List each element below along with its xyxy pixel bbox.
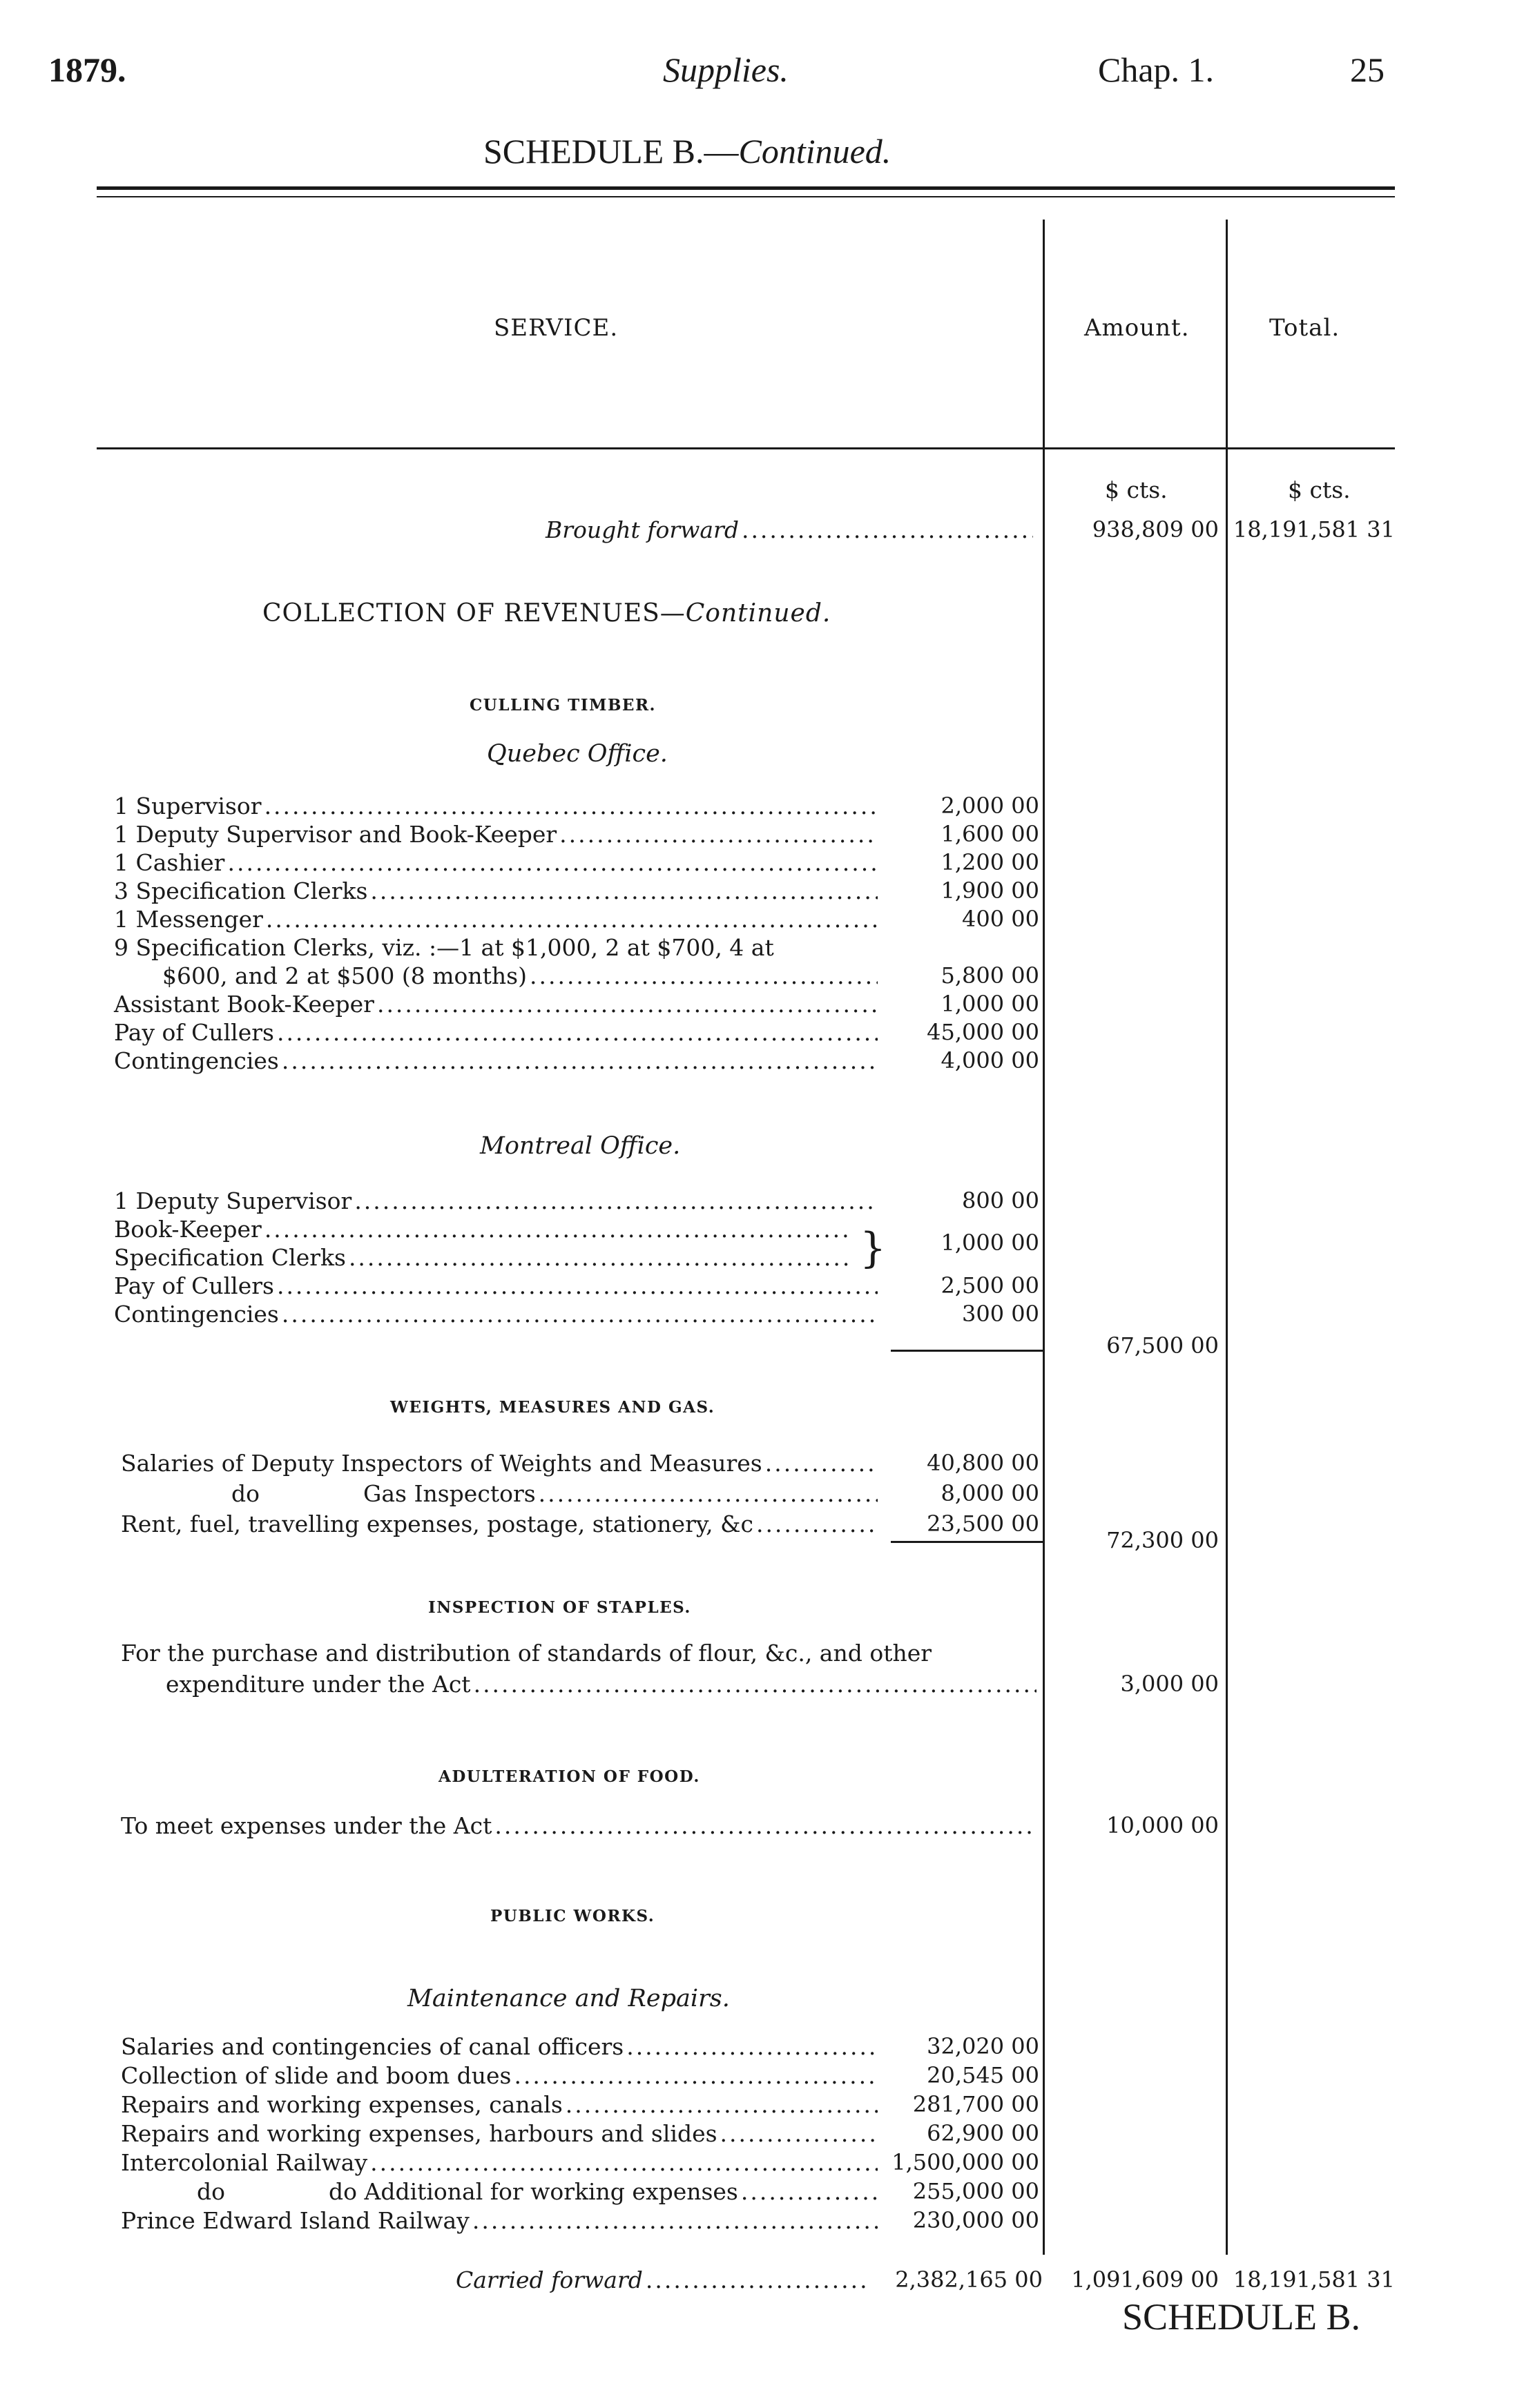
staples-heading: INSPECTION OF STAPLES. bbox=[428, 1598, 691, 1617]
food-total: 10,000 00 bbox=[1106, 1812, 1219, 1838]
ledger-row-label: Salaries and contingencies of canal officers bbox=[121, 2033, 624, 2060]
ledger-row-label: Book-Keeper bbox=[114, 1216, 262, 1243]
public-works-heading: PUBLIC WORKS. bbox=[490, 1907, 655, 1925]
maintenance-heading: Maintenance and Repairs. bbox=[407, 1985, 730, 2012]
ledger-row-value: 4,000 00 bbox=[941, 1047, 1039, 1074]
carried-forward-row bbox=[456, 2266, 870, 2293]
ledger-row bbox=[162, 962, 880, 989]
ledger-row bbox=[114, 1272, 880, 1299]
ledger-row-value: 230,000 00 bbox=[912, 2207, 1039, 2233]
ledger-row-value: 1,500,000 00 bbox=[891, 2149, 1039, 2175]
ledger-row-label: Intercolonial Railway bbox=[121, 2149, 368, 2176]
ledger-row-value: 20,545 00 bbox=[927, 2062, 1039, 2088]
ledger-row-label: Collection of slide and boom dues bbox=[121, 2062, 512, 2089]
ledger-row-value: 1,600 00 bbox=[941, 821, 1039, 847]
ledger-row-label: 3 Specification Clerks bbox=[114, 877, 368, 904]
collection-heading: COLLECTION OF REVENUES—Continued. bbox=[262, 599, 831, 628]
ledger-row bbox=[231, 1480, 880, 1507]
ledger-row-label: 1 Deputy Supervisor and Book-Keeper bbox=[114, 821, 557, 848]
ledger-row bbox=[114, 1216, 853, 1243]
staples-line-1: For the purchase and distribution of standards of flour, &c., and other bbox=[121, 1640, 932, 1667]
carried-forward-inner: 2,382,165 00 bbox=[895, 2266, 1043, 2293]
ledger-row bbox=[114, 906, 880, 933]
ledger-row bbox=[114, 1301, 880, 1328]
amount-units: $ cts. bbox=[1105, 476, 1168, 503]
brought-forward-total: 18,191,581 31 bbox=[1233, 516, 1395, 543]
ledger-row bbox=[114, 793, 880, 819]
brace: } bbox=[860, 1224, 887, 1272]
ledger-row bbox=[121, 2149, 880, 2176]
weights-subtotal-rule bbox=[891, 1541, 1043, 1543]
ledger-row-label: Rent, fuel, travelling expenses, postage, stationery, &c bbox=[121, 1511, 753, 1537]
carried-forward-label: Carried forward bbox=[456, 2266, 643, 2293]
ledger-row bbox=[121, 1450, 880, 1477]
ledger-row bbox=[114, 991, 880, 1018]
ledger-row bbox=[121, 2120, 880, 2147]
ledger-row-value: 2,500 00 bbox=[941, 1272, 1039, 1299]
weights-heading: WEIGHTS, MEASURES AND GAS. bbox=[390, 1398, 715, 1417]
ledger-row bbox=[114, 849, 880, 876]
carried-forward-total: 18,191,581 31 bbox=[1233, 2266, 1395, 2293]
ledger-row-label: Repairs and working expenses, harbours and slides bbox=[121, 2120, 717, 2147]
total-column-divider bbox=[1226, 220, 1228, 2255]
ledger-row-label: Prince Edward Island Railway bbox=[121, 2207, 470, 2234]
ledger-row-label: Repairs and working expenses, canals bbox=[121, 2091, 563, 2118]
ledger-row-value: 5,800 00 bbox=[941, 962, 1039, 989]
ledger-row-value: 1,000 00 bbox=[941, 991, 1039, 1017]
top-rule-thick bbox=[97, 186, 1395, 190]
ledger-row-label: 1 Messenger bbox=[114, 906, 263, 933]
ledger-row-value: 1,900 00 bbox=[941, 877, 1039, 904]
ledger-row-label-2: Gas Inspectors bbox=[363, 1480, 536, 1507]
ledger-row-value: 300 00 bbox=[962, 1301, 1039, 1327]
ledger-row-label: Pay of Cullers bbox=[114, 1019, 274, 1046]
ledger-row-value: 281,700 00 bbox=[912, 2091, 1039, 2117]
carried-forward-amount: 1,091,609 00 bbox=[1071, 2266, 1219, 2293]
ledger-row-label: Contingencies bbox=[114, 1301, 279, 1328]
ledger-row-value: 800 00 bbox=[962, 1187, 1039, 1214]
schedule-title: SCHEDULE B.—Continued. bbox=[483, 132, 891, 171]
ledger-row-value: 1,200 00 bbox=[941, 849, 1039, 875]
total-units: $ cts. bbox=[1288, 476, 1351, 503]
culling-subtotal-rule bbox=[891, 1350, 1043, 1352]
ledger-row-value: 45,000 00 bbox=[927, 1019, 1039, 1045]
header-bottom-rule bbox=[97, 447, 1395, 449]
top-rule-thin bbox=[97, 196, 1395, 197]
ledger-row-label: Pay of Cullers bbox=[114, 1272, 274, 1299]
culling-timber-heading: CULLING TIMBER. bbox=[470, 696, 657, 715]
ledger-row-label: do bbox=[231, 1480, 260, 1507]
ledger-row-value: 255,000 00 bbox=[912, 2178, 1039, 2204]
ledger-row bbox=[121, 2033, 880, 2060]
ledger-row-value: 2,000 00 bbox=[941, 793, 1039, 819]
chapter-number: Chap. 1. bbox=[1098, 50, 1215, 89]
culling-total: 67,500 00 bbox=[1106, 1332, 1219, 1359]
brought-forward-label: Brought forward bbox=[546, 516, 739, 543]
food-line: To meet expenses under the Act ..... bbox=[121, 1812, 1039, 1839]
ledger-row bbox=[121, 2091, 880, 2118]
ledger-row-value: 1,000 00 bbox=[941, 1230, 1039, 1256]
ledger-row bbox=[197, 2178, 880, 2205]
ledger-row-label: 9 Specification Clerks, viz. :—1 at $1,000, 2 at $700, 4 at bbox=[114, 934, 774, 961]
ledger-row bbox=[114, 1244, 853, 1271]
ledger-row-label: Salaries of Deputy Inspectors of Weights and Measures bbox=[121, 1450, 762, 1477]
staples-total: 3,000 00 bbox=[1120, 1671, 1219, 1697]
ledger-row-label: $600, and 2 at $500 (8 months) bbox=[162, 962, 527, 989]
ledger-row-value: 23,500 00 bbox=[927, 1511, 1039, 1537]
catchword: SCHEDULE B. bbox=[1122, 2296, 1361, 2338]
ledger-row-label: 1 Cashier bbox=[114, 849, 225, 876]
ledger-row bbox=[114, 934, 880, 961]
ledger-row bbox=[114, 821, 880, 848]
brought-forward-amount: 938,809 00 bbox=[1092, 516, 1219, 543]
ledger-row bbox=[114, 877, 880, 904]
ledger-row-label: Assistant Book-Keeper bbox=[114, 991, 374, 1018]
amount-column-head: Amount. bbox=[1084, 314, 1190, 342]
food-heading: ADULTERATION OF FOOD. bbox=[438, 1767, 700, 1786]
quebec-office-heading: Quebec Office. bbox=[487, 740, 668, 768]
staples-line-2: expenditure under the Act ..... bbox=[166, 1671, 1039, 1698]
ledger-row-label: 1 Deputy Supervisor bbox=[114, 1187, 352, 1214]
ledger-row-value: 8,000 00 bbox=[941, 1480, 1039, 1506]
ledger-row bbox=[114, 1047, 880, 1074]
total-column-head: Total. bbox=[1269, 314, 1340, 342]
year: 1879. bbox=[48, 50, 126, 89]
page-number: 25 bbox=[1350, 50, 1385, 89]
ledger-row bbox=[121, 2062, 880, 2089]
amount-column-divider bbox=[1043, 220, 1045, 2255]
ledger-row-label: Contingencies bbox=[114, 1047, 279, 1074]
ledger-row-label: 1 Supervisor bbox=[114, 793, 262, 819]
ledger-row-value: 62,900 00 bbox=[927, 2120, 1039, 2146]
ledger-row bbox=[121, 1511, 880, 1537]
service-column-head: SERVICE. bbox=[494, 314, 619, 342]
ledger-row-label: Specification Clerks bbox=[114, 1244, 346, 1271]
ledger-row-label-2: do Additional for working expenses bbox=[329, 2178, 738, 2205]
ledger-row-label: do bbox=[197, 2178, 225, 2205]
montreal-office-heading: Montreal Office. bbox=[480, 1132, 681, 1160]
ledger-row-value: 40,800 00 bbox=[927, 1450, 1039, 1476]
ledger-row-value: 400 00 bbox=[962, 906, 1039, 932]
ledger-row bbox=[121, 2207, 880, 2234]
ledger-row bbox=[114, 1019, 880, 1046]
weights-total: 72,300 00 bbox=[1106, 1527, 1219, 1553]
brought-forward-row bbox=[546, 516, 1036, 543]
ledger-row bbox=[114, 1187, 880, 1214]
ledger-row-value: 32,020 00 bbox=[927, 2033, 1039, 2059]
running-title: Supplies. bbox=[663, 50, 789, 89]
